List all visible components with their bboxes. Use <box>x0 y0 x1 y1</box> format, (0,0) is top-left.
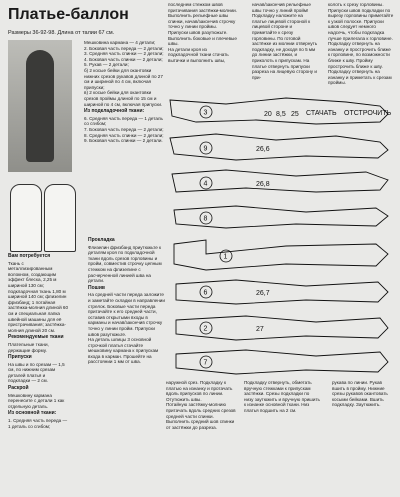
measure-26-6: 26,6 <box>256 146 270 153</box>
text-3b: наружной срез. Подкладку к платью на изнанку и протачать вдоль припусков по линии. Отутюжить швы. Потайную застёжку-молнию притачать вдоль средних срезов средней части спинки. Выполнить средний шов спинки от застёжки до разреза. <box>166 380 236 430</box>
text-column-5b <box>332 380 394 410</box>
measure-8-5: 8,5 <box>276 111 286 118</box>
cutting-column <box>84 40 164 146</box>
piece-number-4: 4 <box>203 180 208 188</box>
text-column-3b <box>166 380 238 432</box>
text-3: последнем стежком швов притачивания застёжки-молнии. Выполнить рельефные швы спинки, начав/закончив строчку точно у линии проймы. Припуски швов разутюжьте. Выполнить боковые и плечевые швы. На детали кроя из подкладочной ткани стачать вытачки и выполнить швы, <box>168 2 237 63</box>
rec-title: Рекомендуемые ткани <box>8 334 64 341</box>
pattern-outline-7 <box>176 350 388 374</box>
piece-number-2: 2 <box>203 325 208 333</box>
piece-number-3: 3 <box>203 109 208 117</box>
piece-number-7: 7 <box>203 359 208 367</box>
front-sketch <box>10 184 42 252</box>
piece-number-6: 6 <box>203 289 208 297</box>
text-5b: рукава по линии. Рукав вшить в пройму. Нижние срезы рукавов окантовать косыми бейками. Вшить подкладку. Заутюжить. <box>332 380 388 408</box>
sizes-line: Размеры 36-92-98. Длина от талии 67 см. <box>8 30 115 36</box>
back-sketch <box>44 184 76 252</box>
main-text: 1. Средняя часть переда — 1 деталь со сгибом; <box>8 418 68 429</box>
dub-title: Прокладка <box>88 237 115 243</box>
measure-26-8: 26,8 <box>256 181 270 188</box>
rec-text: Плательные ткани, держащие форму. <box>8 341 49 353</box>
allow-text: На швы и по срезам — 1,5 см, по нижним срезам деталей платья и подкладки — 2 см. <box>8 361 65 384</box>
text-4: начав/закончив рельефные швы точно у линий пройм! Подкладку наложите на платье лицевой стороной к лицевой стороне и приметайте к срезу горловины. По готовой застёжке из молнии отвернуть подкладку, не доходя по 5 мм до линии застёжки, и приколоть к припускам. На платье отвернуть припуски разреза на лицевую сторону и при- <box>252 2 318 80</box>
text-column-4b <box>244 380 320 416</box>
piece-number-1: 1 <box>223 253 228 261</box>
pattern-outline-6 <box>176 280 388 304</box>
measure-26-7: 26,7 <box>256 290 270 297</box>
piece-label-stachat: СТАЧАТЬ <box>306 110 337 117</box>
measure-25: 25 <box>291 111 299 118</box>
lining-text: 6. Средняя часть переда — 1 деталь со сгибом; 7. Боковая часть переда — 2 детали; 8. Средняя часть спинки — 2 детали; 9. Боковая часть спинки — 2 детали. <box>84 115 164 144</box>
sewing-column <box>88 236 166 367</box>
text-5: колоть к срезу горловины. Припуски швов подкладки по вырезу горловины приметайте к узкой полоске. Припуски швов следует немного надсечь, чтобы подкладка лучше прилегала к горловине. Подкладку отвернуть на изнанку и прострочить ближе к горловине, по возможности ближе к шву. Пройму прострочить ближе к шву. Подкладку отвернуть на изнанку и приметать к срезам проймы. <box>328 2 394 86</box>
lining-title: Из подкладочной ткани: <box>84 108 145 115</box>
cut-text: Мешковину кармана перенесите с детали 1 как отдельную деталь. <box>8 392 65 409</box>
allow-title: Припуски <box>8 354 32 361</box>
text-column-3 <box>168 2 238 66</box>
measure-27: 27 <box>256 326 264 333</box>
text-column-4 <box>252 2 318 82</box>
piece-number-9: 9 <box>203 145 208 153</box>
pattern-outline-2 <box>176 316 388 340</box>
pattern-outline-1 <box>174 240 388 270</box>
sew-text: На средней части переда заложите и заметайте складки в направлении стрелок. Боковые части переда притачайте к его средней части, оставив открытыми входы в карманы и начав/закончив строчку точно у линии пройм. Припуски швов разутюжьте. На деталь шлицы 3 основной строчкой платья стачайте мешковину кармана к припускам входа в карман. Прошейте на расстоянии 1 мм от шва. <box>88 292 165 365</box>
piece-number-8: 8 <box>203 215 208 223</box>
text-4b: Подкладку отвернуть, обметать вручную стежками к припускам застёжки. Срезы подкладки по низу заутюжить и вручную пришить к изнанке основной ткани. Низ платья подшить на 2 см. <box>244 380 320 413</box>
materials-column <box>8 252 68 431</box>
page-title: Платье-баллон <box>8 6 129 23</box>
pattern-pieces <box>166 94 396 376</box>
cutting-text: Мешковина кармана — 4 детали; 2. Боковая часть переда — 2 детали; 3. Средняя часть спинки — 2 детали; 4. Боковая часть спинки — 2 детали; 5. Рукав — 2 детали; б) 2 косые бейки для окантовки нижних срезов рукавов длиной по 27 см и шириной по 4 см, включая припуски; в) 2 косые бейки для окантовки срезов проймы длиной по 15 см и шириной по 4 см, включая припуски. <box>84 40 164 107</box>
need-text: Ткань с металлизированным волокном, создающим эффект блеска, 2,25 м шириной 130 см; подкладочная ткань 1,80 м шириной 140 см; флизелин фризбанд; 1 потайная застёжка-молния длиной 60 см и специальная лапка швейной машины для её пристрачивания; застёжка-молния длиной 20 см. <box>8 260 69 333</box>
need-title: Вам потребуется <box>8 253 51 259</box>
measure-20: 20 <box>264 111 272 118</box>
main-title: Из основной ткани: <box>8 410 57 417</box>
model-photo <box>8 40 72 172</box>
piece-label-otstrochit: ОТСТРОЧИТЬ <box>344 110 392 117</box>
text-column-5 <box>328 2 394 88</box>
cut-title: Раскрой <box>8 385 29 392</box>
dub-text: Флизелин фризбанд приутюжьте к деталям кроя по подкладочной ткани вдоль срезов горловины и пройм, совместив строчку цепным стежком на флизелине с расчерченной линией шва на детали. <box>88 244 162 284</box>
sew-title: Пошив <box>88 284 105 291</box>
